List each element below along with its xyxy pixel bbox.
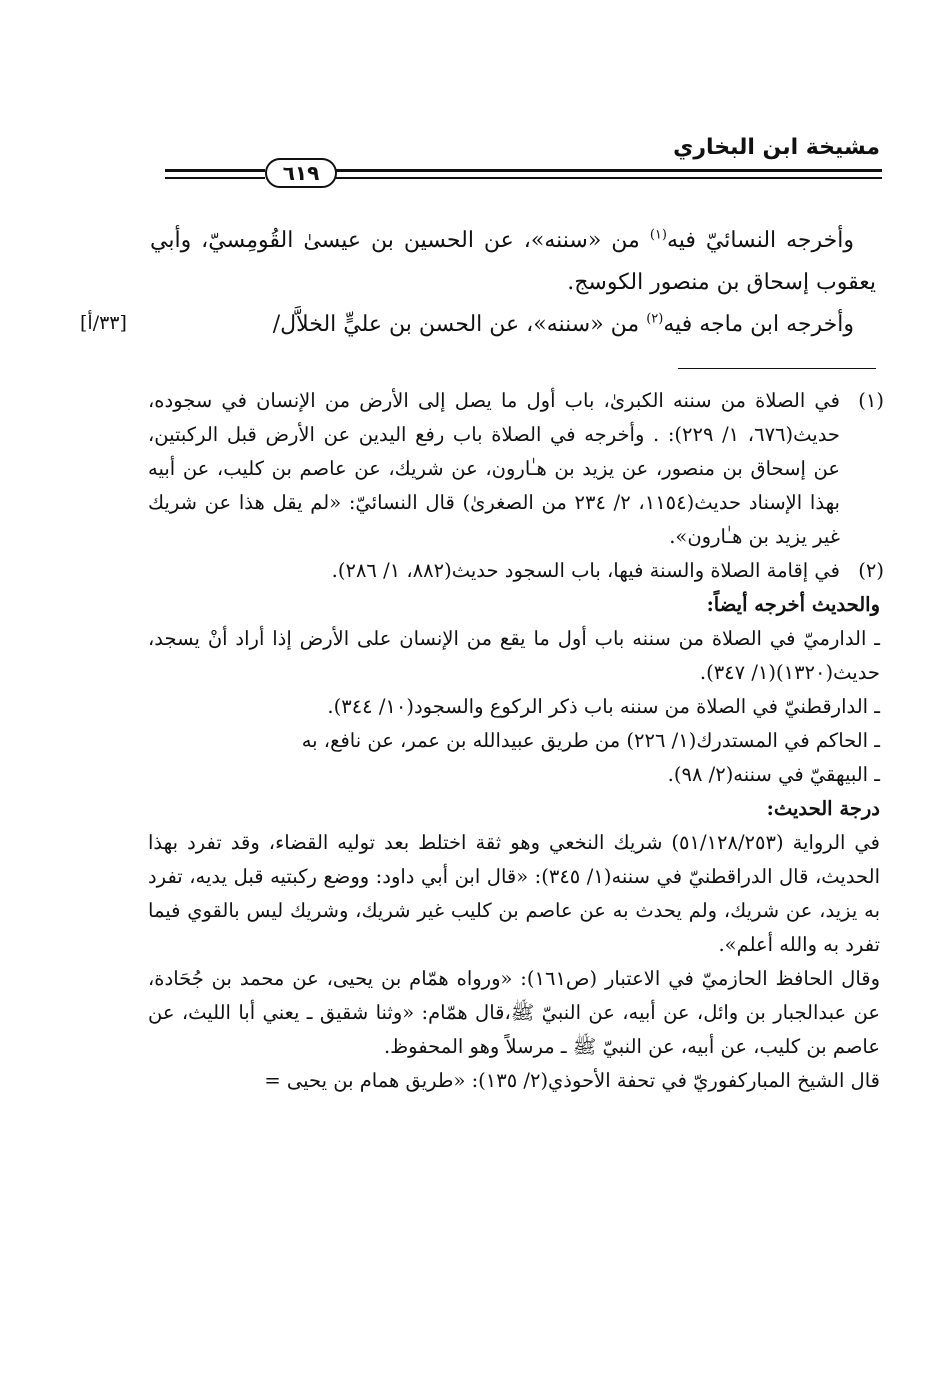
also-reported-item: ـ الدارميّ في الصلاة من سننه باب أول ما يقع من الإنسان على الأرض إذا أراد أنْ يسجد، حديث(١٣٢٠)(١/ ٣٤٧). xyxy=(148,627,880,684)
footnote-number: (٢) xyxy=(858,559,884,582)
hadith-grade-paragraph: قال الشيخ المباركفوريّ في تحفة الأحوذي(٢/ ١٣٥): «طريق همام بن يحيى = xyxy=(264,1069,880,1092)
footnotes xyxy=(148,384,884,1098)
footnote-number: (١) xyxy=(858,389,884,412)
main-paragraph-2-rest: من «سننه»، عن الحسن بن عليٍّ الخلاَّل/ xyxy=(272,312,647,337)
footnote-2 xyxy=(148,554,884,588)
footnote-ref-2: (٢) xyxy=(646,311,664,327)
footnote-text: في إقامة الصلاة والسنة فيها، باب السجود حديث(٨٨٢، ١/ ٢٨٦). xyxy=(331,559,840,582)
main-text xyxy=(150,220,876,346)
header-left-rule-thin xyxy=(165,177,265,179)
hadith-grade-paragraph: في الرواية (٥١/١٢٨/٢٥٣) شريك النخعي وهو ثقة اختلط بعد توليه القضاء، وقد تفرد بهذا الحديث، قال الدراقطنيّ في سننه(١/ ٣٤٥): «قال ابن أبي داود: ووضع ركبتيه قبل يديه، تفرد به يزيد، عن شريك، ولم يحدث به عن عاصم بن كليب غير شريك، وشريك ليس بالقوي فيما تفرد به والله أعلم». xyxy=(148,831,881,956)
running-header-title: مشيخة ابن البخاري xyxy=(673,135,880,160)
also-reported-heading: والحديث أخرجه أيضاً: xyxy=(706,593,880,616)
main-paragraph-1-rest: من «سننه»، عن الحسين بن عيسىٰ القُومِسيّ، وأبي يعقوب إسحاق بن منصور الكوسج. xyxy=(150,228,876,295)
main-paragraph-1-start: وأخرجه النسائيّ فيه xyxy=(666,228,854,253)
page-number: ٦١٩ xyxy=(265,158,337,188)
hadith-grade-heading: درجة الحديث: xyxy=(766,797,880,820)
main-paragraph-1 xyxy=(150,220,876,304)
footnote-separator xyxy=(678,368,876,369)
footnote-ref-1: (١) xyxy=(649,227,667,243)
also-reported-item: ـ الحاكم في المستدرك(١/ ٢٢٦) من طريق عبيدالله بن عمر، عن نافع، به xyxy=(301,729,880,752)
main-paragraph-2 xyxy=(150,304,876,346)
hadith-grade-paragraph: وقال الحافظ الحازميّ في الاعتبار (ص١٦١): «ورواه همّام بن يحيى، عن محمد بن جُحَادة، عن عبدالجبار بن وائل، عن أبيه، عن النبيّ ﷺ،قال همّام: «وثنا شقيق ـ يعني أبا الليث، عن عاصم بن كليب، عن أبيه، عن النبيّ ﷺ ـ مرسلاً وهو المحفوظ. xyxy=(148,967,881,1058)
header-rule-thin xyxy=(336,177,882,179)
header-rule xyxy=(336,169,882,172)
main-paragraph-2-start: وأخرجه ابن ماجه فيه xyxy=(663,312,854,337)
footnote-text: في الصلاة من سننه الكبرىٰ، باب أول ما يصل إلى الأرض من الإنسان في سجوده، حديث(٦٧٦، ١/ ٢٢٩): . وأخرجه في الصلاة باب رفع اليدين عن الأرض قبل الركبتين، عن إسحاق بن منصور، عن يزيد بن هـٰارون، عن شريك، عن عاصم بن كليب، عن أبيه بهذا الإسناد حديث(١١٥٤، ٢/ ٢٣٤ من الصغرىٰ) قال النسائيّ: «لم يقل هذا عن شريك غير يزيد بن هـٰارون». xyxy=(148,389,840,548)
header-left-rule xyxy=(165,169,265,172)
also-reported-item: ـ الدارقطنيّ في الصلاة من سننه باب ذكر الركوع والسجود(١٠/ ٣٤٤). xyxy=(327,695,880,718)
also-reported-item: ـ البيهقيّ في سننه(٢/ ٩٨). xyxy=(667,763,880,786)
manuscript-folio-marker: [٣٣/أ] xyxy=(80,312,127,334)
footnote-1 xyxy=(148,384,884,554)
